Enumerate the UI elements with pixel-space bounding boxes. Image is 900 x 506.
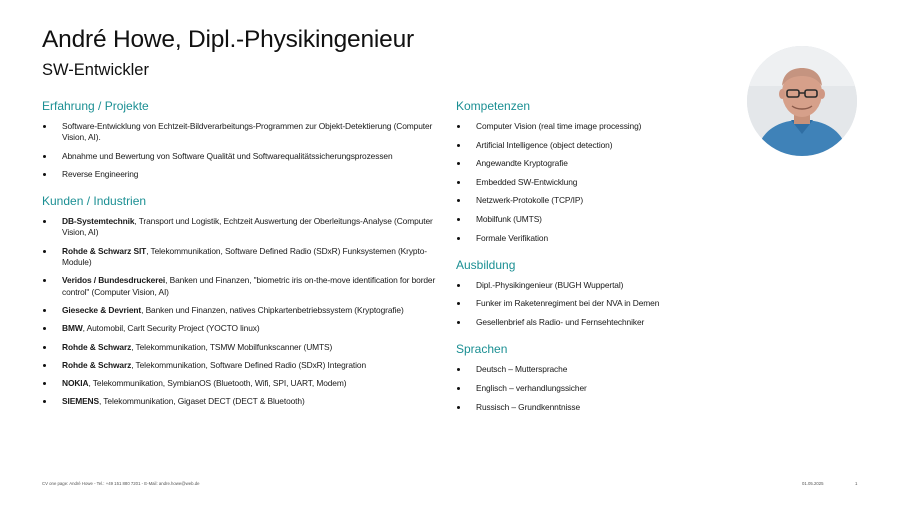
experience-heading: Erfahrung / Projekte — [42, 99, 149, 113]
language-item: Russisch – Grundkenntnisse — [456, 402, 731, 413]
right-column — [456, 99, 731, 427]
customer-name: BMW — [62, 323, 83, 334]
customer-item — [42, 360, 442, 371]
customers-list — [42, 216, 442, 408]
education-item: Dipl.-Physikingenieur (BUGH Wuppertal) — [456, 280, 731, 291]
customer-item — [42, 323, 442, 334]
language-item: Englisch – verhandlungssicher — [456, 383, 731, 394]
person-role: SW-Entwickler — [42, 61, 149, 79]
customer-name: Rohde & Schwarz SIT — [62, 245, 147, 256]
customer-name: Rohde & Schwarz — [62, 359, 132, 370]
profile-photo — [747, 46, 857, 156]
customers-section — [42, 194, 442, 408]
customer-name: Giesecke & Devrient — [62, 304, 142, 315]
skill-item: Computer Vision (real time image processing) — [456, 121, 731, 132]
customer-desc: , Banken und Finanzen, "biometric iris on-the-move identification for border control" (Computer Vision, AI) — [62, 275, 436, 297]
education-list — [456, 280, 731, 328]
customer-desc: , Telekommunikation, Gigaset DECT (DECT & Bluetooth) — [99, 396, 305, 407]
skills-list — [456, 121, 731, 244]
experience-item: Software-Entwicklung von Echtzeit-Bildverarbeitungs-Programmen zur Objekt-Detektierung (Computer Vision, AI). — [42, 121, 442, 144]
footer-contact: CV one page: André Howe - Tel.: +49 151 880 7201 - E-Mail: andre.howe@web.de — [42, 481, 200, 486]
customer-desc: , Telekommunikation, TSMW Mobilfunkscanner (UMTS) — [131, 341, 333, 352]
customer-item — [42, 342, 442, 353]
languages-list — [456, 364, 731, 412]
education-heading: Ausbildung — [456, 257, 516, 272]
experience-section — [42, 99, 442, 180]
customer-name: NOKIA — [62, 378, 89, 389]
experience-item: Reverse Engineering — [42, 169, 442, 180]
customer-desc: , Telekommunikation, Software Defined Radio (SDxR) Funksystemen (Krypto-Module) — [62, 245, 427, 268]
languages-section — [456, 342, 731, 412]
skill-item: Angewandte Kryptografie — [456, 158, 731, 169]
skills-heading: Kompetenzen — [456, 99, 531, 113]
customer-desc: , Transport und Logistik, Echtzeit Auswertung der Oberleitungs-Analyse (Computer Vision, AI) — [62, 216, 433, 238]
customer-desc: , Banken und Finanzen, natives Chipkartenbetriebssystem (Kryptografie) — [141, 304, 404, 315]
customers-heading: Kunden / Industrien — [42, 194, 147, 209]
left-column — [42, 99, 442, 422]
education-section — [456, 258, 731, 328]
experience-list — [42, 121, 442, 180]
skill-item: Mobilfunk (UMTS) — [456, 214, 731, 225]
customer-name: DB-Systemtechnik — [62, 216, 135, 227]
customer-item — [42, 216, 442, 239]
skills-section — [456, 99, 731, 244]
customer-item — [42, 275, 442, 298]
education-item: Funker im Raketenregiment bei der NVA in Demen — [456, 298, 731, 309]
person-name: André Howe, Dipl.-Physikingenieur — [42, 26, 414, 53]
footer-page-number: 1 — [855, 481, 858, 486]
customer-item — [42, 305, 442, 316]
experience-item: Abnahme und Bewertung von Software Qualität und Softwarequalitätssicherungsprozessen — [42, 151, 442, 162]
education-item: Gesellenbrief als Radio- und Fernsehtechniker — [456, 317, 731, 328]
skill-item: Netzwerk-Protokolle (TCP/IP) — [456, 195, 731, 206]
languages-heading: Sprachen — [456, 342, 508, 357]
customer-name: Veridos / Bundesdruckerei — [62, 275, 166, 286]
skill-item: Formale Verifikation — [456, 233, 731, 244]
skill-item: Artificial Intelligence (object detection) — [456, 140, 731, 151]
customer-name: Rohde & Schwarz — [62, 341, 132, 352]
customer-desc: , Telekommunikation, SymbianOS (Bluetooth, Wifi, SPI, UART, Modem) — [88, 378, 347, 389]
language-item: Deutsch – Muttersprache — [456, 364, 731, 375]
customer-item — [42, 246, 442, 269]
customer-item — [42, 378, 442, 389]
customer-desc: , Automobil, Carlt Security Project (YOCTO linux) — [82, 323, 260, 334]
skill-item: Embedded SW-Entwicklung — [456, 177, 731, 188]
customer-name: SIEMENS — [62, 396, 99, 407]
customer-item — [42, 396, 442, 407]
customer-desc: , Telekommunikation, Software Defined Radio (SDxR) Integration — [131, 359, 367, 370]
footer-date: 01.05.2025 — [802, 481, 824, 486]
